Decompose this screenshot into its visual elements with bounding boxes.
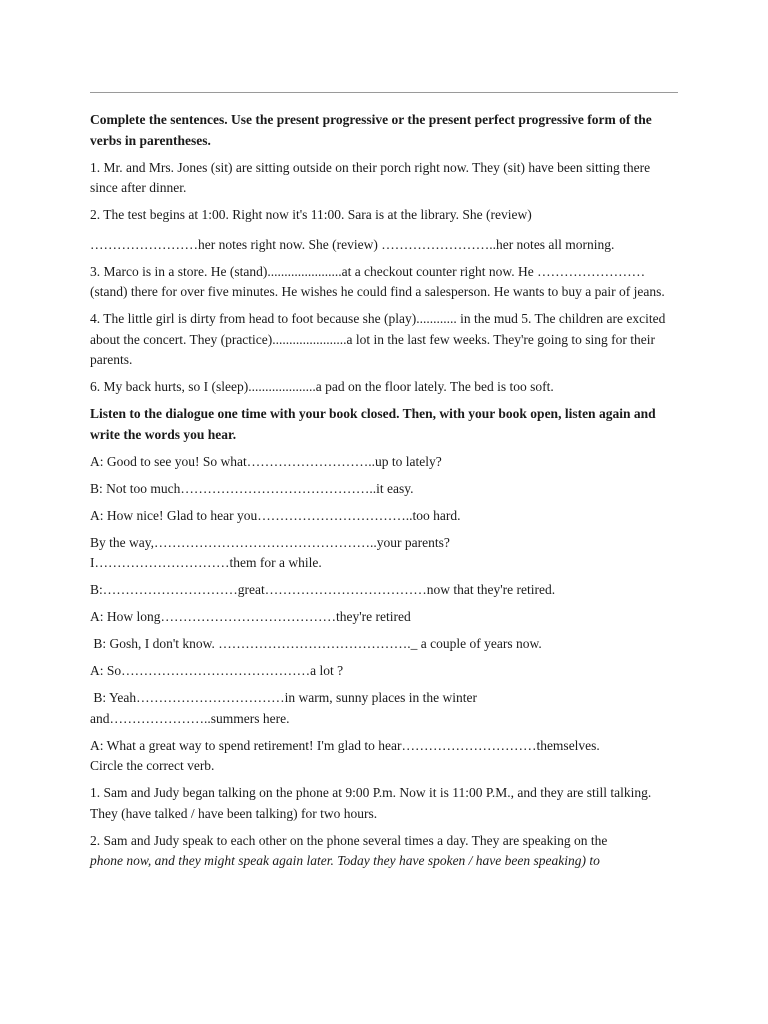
exercise-item: 1. Sam and Judy began talking on the phone at 9:00 P.m. Now it is 11:00 P.M., and they are still talking. They (have talked / have been talking) for two hours. <box>90 785 652 821</box>
section1-heading: Complete the sentences. Use the present progressive or the present perfect progressive form of the verbs in parentheses. <box>90 112 652 148</box>
dialogue-line: B: Not too much……………………………………..it easy. <box>90 480 414 496</box>
dialogue-line: A: So……………………………………a lot ? <box>90 663 344 678</box>
exercise-item: 3. Marco is in a store. He (stand)......................at a checkout counter right now. He …………………… (stand) there for over five minutes. He wishes he could find a salesperson. He wants to buy a pair of jeans. <box>90 263 665 299</box>
exercise-item: 2. Sam and Judy speak to each other on the phone several times a day. They are speaking on the <box>90 832 608 848</box>
section3-heading: Circle the correct verb. <box>90 758 215 773</box>
document-page <box>90 0 680 1024</box>
top-divider <box>90 92 678 93</box>
dialogue-line: A: How long…………………………………they're retired <box>90 609 411 624</box>
exercise-item-continuation: phone now, and they might speak again later. Today they have spoken / have been speaking) to <box>90 853 600 868</box>
dialogue-line: B: Gosh, I don't know. ……………………………………._ a couple of years now. <box>90 636 542 651</box>
exercise-item: ……………………her notes right now. She (review) ……………………..her notes all morning. <box>90 236 615 252</box>
dialogue-line: B: Yeah……………………………in warm, sunny places in the winter and…………………..summers here. <box>90 690 477 726</box>
section2-heading: Listen to the dialogue one time with your book closed. Then, with your book open, listen again and write the words you hear. <box>90 406 656 442</box>
worksheet-content <box>90 110 680 878</box>
dialogue-line: A: How nice! Glad to hear you……………………………..too hard. <box>90 507 461 523</box>
exercise-item: 1. Mr. and Mrs. Jones (sit) are sitting outside on their porch right now. They (sit) have been sitting there since after dinner. <box>90 159 651 195</box>
exercise-item: 6. My back hurts, so I (sleep)....................a pad on the floor lately. The bed is too soft. <box>90 379 554 394</box>
exercise-item: 2. The test begins at 1:00. Right now it's 11:00. Sara is at the library. She (review) <box>90 207 532 222</box>
dialogue-line: A: What a great way to spend retirement! I'm glad to hear…………………………themselves. <box>90 737 600 753</box>
dialogue-line: B:…………………………great………………………………now that they're retired. <box>90 582 556 597</box>
dialogue-line: By the way,…………………………………………..your parents? I…………………………them for a while. <box>90 534 450 570</box>
exercise-item: 4. The little girl is dirty from head to foot because she (play)............ in the mud 5. The children are excited about the concert. They (practice)......................a lot in the last few weeks. They're going to sing for their parents. <box>90 311 666 367</box>
dialogue-line: A: Good to see you! So what………………………..up to lately? <box>90 453 442 469</box>
